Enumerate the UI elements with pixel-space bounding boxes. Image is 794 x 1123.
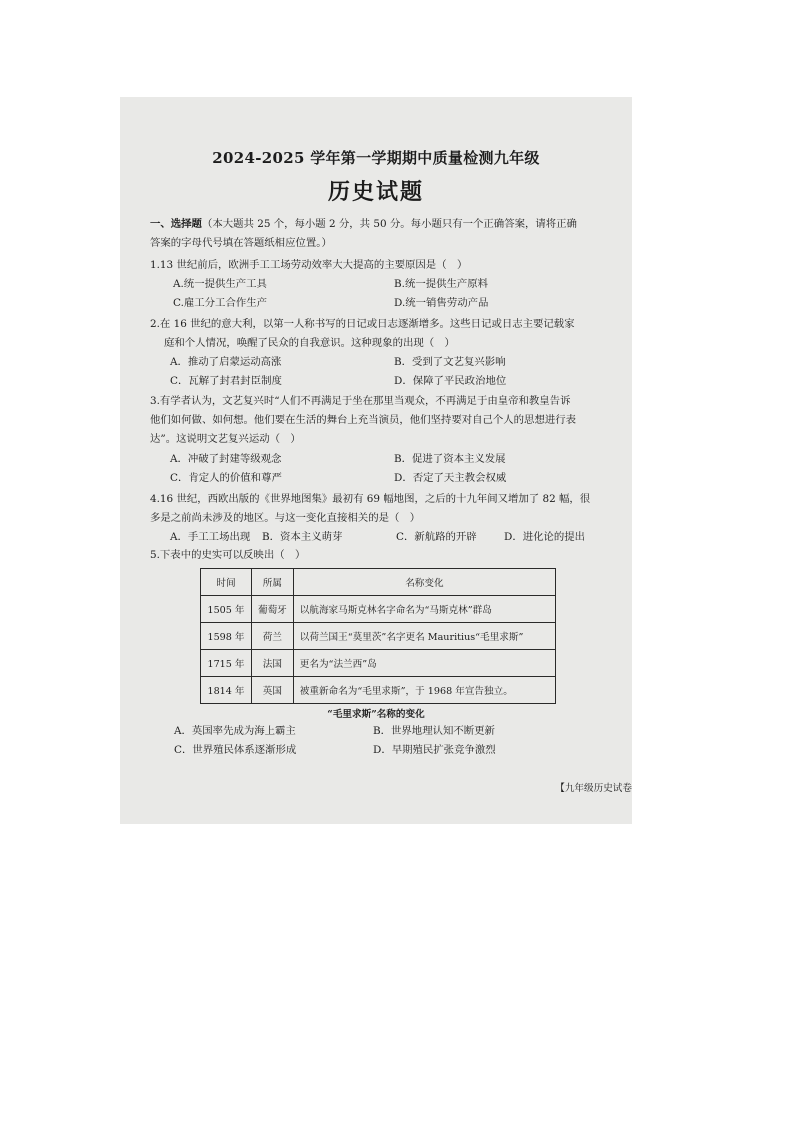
question-2-text: 2.在 16 世纪的意大利，以第一人称书写的日记或日志逐渐增多。这些日记或日志主要记载家 (150, 318, 575, 330)
exam-title: 2024-2025 学年第一学期期中质量检测九年级 (212, 149, 540, 167)
question-1-text: 1.13 世纪前后，欧洲手工工场劳动效率大大提高的主要原因是（ ） (150, 259, 468, 271)
question-3-text-cont: 他们如何做、如何想。他们要在生活的舞台上充当演员，他们坚持要对自己个人的思想进行表 (150, 414, 577, 426)
table-cell: 1715 年 (201, 650, 252, 677)
table-cell: 以荷兰国王“莫里茨”名字更名 Mauritius“毛里求斯” (293, 623, 555, 650)
q2-option-a: A．推动了启蒙运动高涨 (170, 356, 282, 368)
q2-option-d: D．保障了平民政治地位 (394, 375, 507, 387)
table-cell: 法国 (252, 650, 294, 677)
q5-option-b: B．世界地理认知不断更新 (373, 725, 495, 737)
table-header-row (201, 569, 556, 596)
table-row (201, 650, 556, 677)
table-row (201, 596, 556, 623)
q2-option-c: C．瓦解了封君封臣制度 (170, 375, 282, 387)
table-cell: 更名为“法兰西”岛 (293, 650, 555, 677)
section-instruction-cont: 答案的字母代号填在答题纸相应位置。） (150, 237, 332, 249)
q1-option-b: B.统一提供生产原料 (394, 278, 489, 290)
section-instruction: （本大题共 25 个，每小题 2 分，共 50 分。每小题只有一个正确答案，请将正确 (201, 218, 577, 230)
q3-option-b: B．促进了资本主义发展 (394, 453, 506, 465)
q4-option-b: B．资本主义萌芽 (262, 531, 343, 543)
q5-option-d: D．早期殖民扩张竞争激烈 (373, 744, 496, 756)
q1-option-a: A.统一提供生产工具 (173, 278, 267, 290)
subject-title: 历史试题 (327, 179, 424, 205)
question-3-text-end: 达”。这说明文艺复兴运动（ ） (150, 433, 301, 445)
q5-option-a: A．英国率先成为海上霸主 (174, 725, 296, 737)
question-4-text: 4.16 世纪，西欧出版的《世界地图集》最初有 69 幅地图，之后的十九年间又增加了 82 幅，很 (150, 493, 591, 505)
table-header-cell: 时间 (201, 569, 252, 596)
table-header-cell: 名称变化 (293, 569, 555, 596)
mauritius-name-table (200, 568, 556, 704)
table-cell: 以航海家马斯克林名字命名为“马斯克林”群岛 (293, 596, 555, 623)
table-cell: 1505 年 (201, 596, 252, 623)
table-cell: 英国 (252, 677, 294, 704)
table-caption: “毛里求斯”名称的变化 (327, 709, 425, 720)
q5-option-c: C．世界殖民体系逐渐形成 (174, 744, 297, 756)
q1-option-c: C.雇工分工合作生产 (173, 297, 268, 309)
table-header-cell: 所属 (252, 569, 294, 596)
q4-option-c: C．新航路的开辟 (396, 531, 477, 543)
table-cell: 1814 年 (201, 677, 252, 704)
q2-option-b: B．受到了文艺复兴影响 (394, 356, 506, 368)
table-cell: 1598 年 (201, 623, 252, 650)
q4-option-a: A．手工工场出现 (170, 531, 251, 543)
q1-option-d: D.统一销售劳动产品 (394, 297, 489, 309)
q3-option-c: C．肯定人的价值和尊严 (170, 472, 282, 484)
table-cell: 被重新命名为“毛里求斯”，于 1968 年宣告独立。 (293, 677, 555, 704)
question-2-text-cont: 庭和个人情况，唤醒了民众的自我意识。这种现象的出现（ ） (164, 337, 455, 349)
section-line (150, 217, 577, 231)
exam-sheet (120, 97, 632, 824)
question-5-text: 5.下表中的史实可以反映出（ ） (150, 549, 306, 561)
q3-option-a: A．冲破了封建等级观念 (170, 453, 282, 465)
table-cell: 葡萄牙 (252, 596, 294, 623)
q4-option-d: D．进化论的提出 (504, 531, 586, 543)
q3-option-d: D．否定了天主教会权威 (394, 472, 507, 484)
table-row (201, 677, 556, 704)
question-3-text: 3.有学者认为，文艺复兴时“人们不再满足于坐在那里当观众，不再满足于由皇帝和教皇告诉 (150, 395, 571, 407)
question-4-text-cont: 多是之前尚未涉及的地区。与这一变化直接相关的是（ ） (150, 512, 421, 524)
section-heading: 一、选择题 (150, 218, 202, 230)
table-cell: 荷兰 (252, 623, 294, 650)
page-footer: 【九年级历史试卷 (555, 783, 632, 794)
table-row (201, 623, 556, 650)
